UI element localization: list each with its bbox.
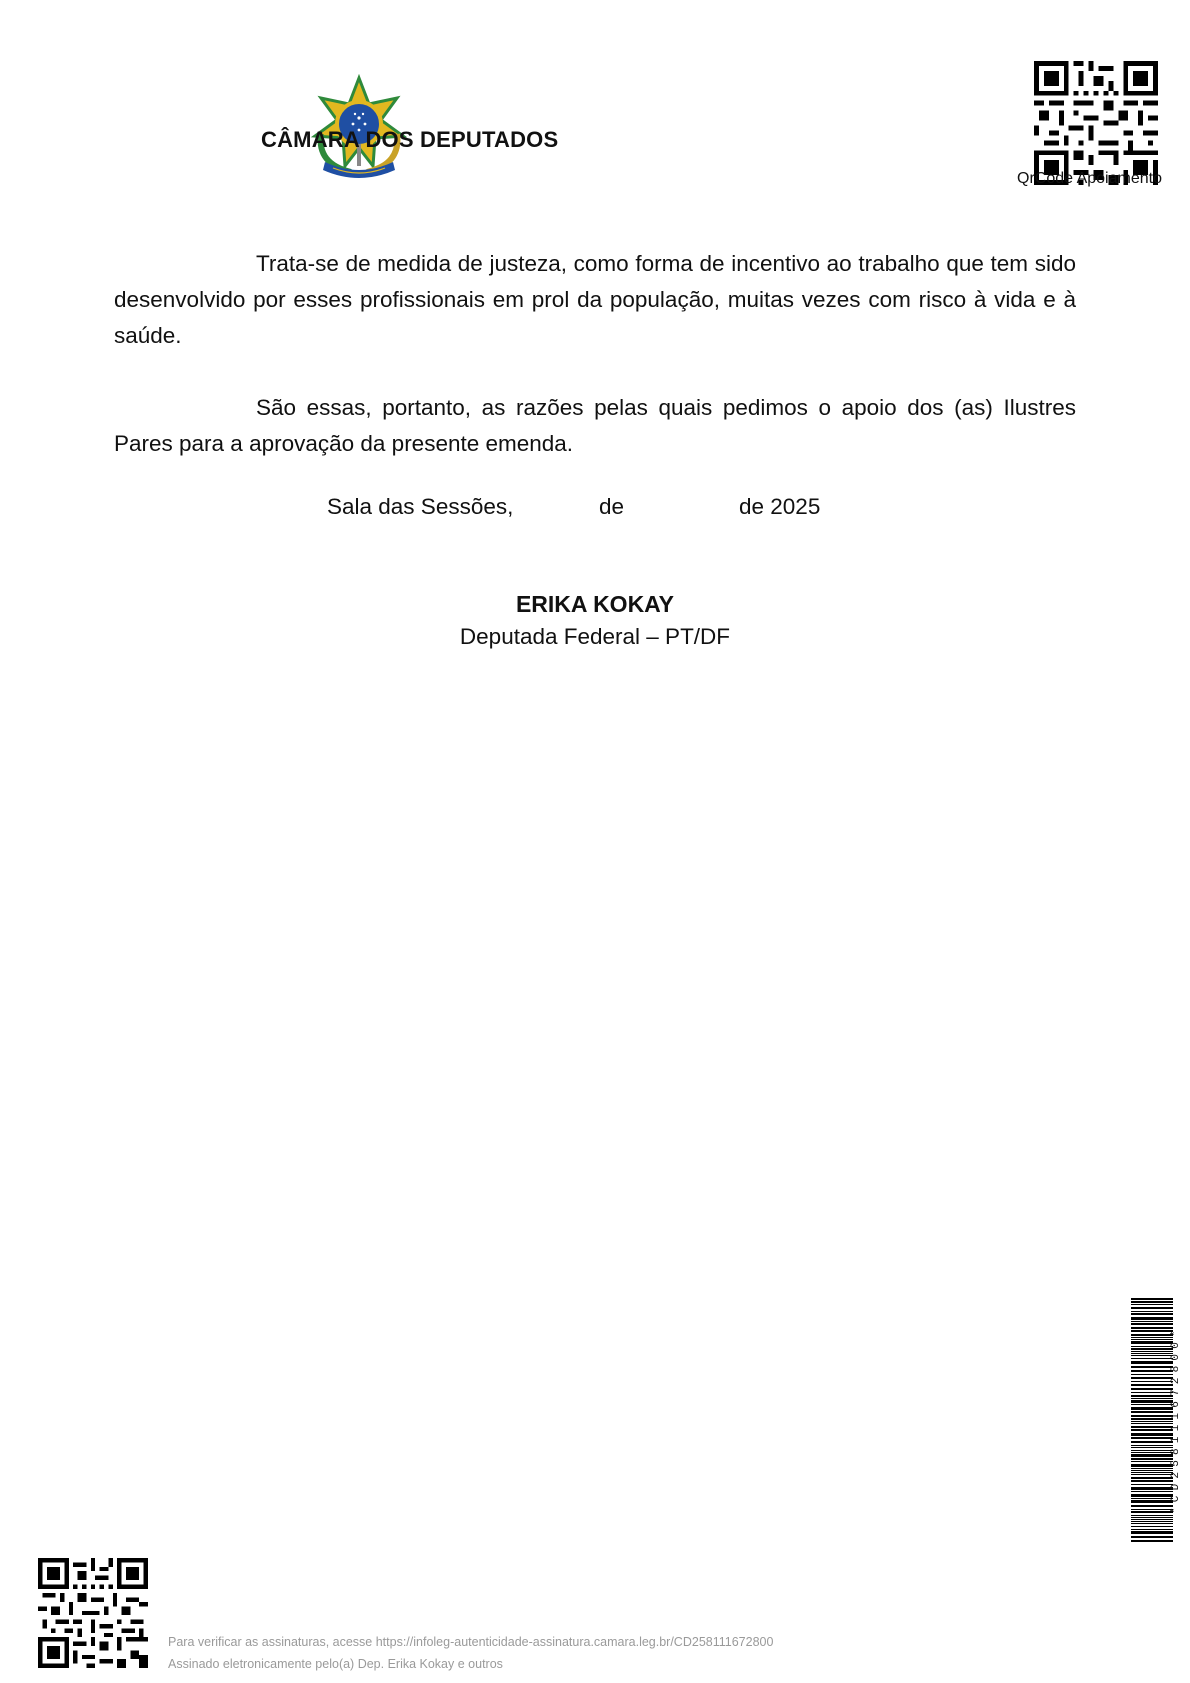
barcode-bar [1131,1415,1173,1417]
barcode-bar [1131,1477,1173,1479]
barcode-bar [1131,1523,1173,1524]
barcode-bar [1131,1366,1173,1368]
footer-signed-text: Assinado eletronicamente pelo(a) Dep. Erika Kokay e outros [168,1657,503,1671]
barcode-bar [1131,1468,1173,1469]
barcode-bar [1131,1304,1173,1305]
barcode-bar [1131,1346,1173,1347]
barcode-bar [1131,1404,1173,1405]
barcode-bar [1131,1480,1173,1482]
barcode-bar [1131,1529,1173,1530]
barcode-bar [1131,1540,1173,1542]
barcode-bar [1131,1433,1173,1436]
barcode-bar [1131,1407,1173,1410]
barcode-bar [1131,1454,1173,1457]
barcode-bar [1131,1487,1173,1490]
barcode-bar [1131,1311,1173,1312]
barcode-bar [1131,1321,1173,1322]
barcode-bar [1131,1494,1173,1497]
barcode-bar [1131,1509,1173,1510]
barcode-bar [1131,1474,1173,1475]
barcode-bar [1131,1411,1173,1413]
qr-code-apoiamento-icon[interactable] [1034,61,1158,185]
barcode-bar [1131,1398,1173,1399]
barcode-bar [1131,1323,1173,1325]
barcode-bar [1131,1491,1173,1492]
barcode-bar [1131,1418,1173,1420]
barcode-bar [1131,1437,1173,1439]
barcode-bar [1131,1461,1173,1462]
document-barcode-icon [1131,1298,1173,1542]
barcode-bar [1131,1388,1173,1390]
barcode-bar [1131,1327,1173,1329]
barcode-bar [1131,1445,1173,1446]
barcode-bar [1131,1351,1173,1352]
barcode-bar [1131,1517,1173,1518]
barcode-bar [1131,1384,1173,1386]
barcode-bar [1131,1307,1173,1309]
barcode-bar [1131,1526,1173,1527]
barcode-bar [1131,1337,1173,1338]
barcode-bar [1131,1317,1173,1320]
barcode-bar [1131,1298,1173,1300]
paragraph-1-text: Trata-se de medida de justeza, como forma de incentivo ao trabalho que tem sido desenvolvido por esses profissionais em prol da população, muitas vezes com risco à vida e à saúde. [114,251,1076,348]
barcode-bar [1131,1423,1173,1424]
paragraph-justification [114,246,1076,354]
barcode-bar [1131,1355,1173,1356]
barcode-bar [1131,1301,1173,1303]
barcode-bar [1131,1377,1173,1379]
barcode-bar [1131,1395,1173,1397]
barcode-bar [1131,1400,1173,1403]
barcode-bar [1131,1381,1173,1382]
barcode-bar [1131,1447,1173,1448]
barcode-bar [1131,1348,1173,1350]
session-year: de 2025 [739,494,821,519]
paragraph-2-text: São essas, portanto, as razões pelas quais pedimos o apoio dos (as) Ilustres Pares para a aprovação da presente emenda. [114,395,1076,456]
barcode-code-text: *CD258111672800* [1170,1325,1182,1515]
barcode-bar [1131,1334,1173,1336]
barcode-bar [1131,1330,1173,1332]
barcode-bar [1131,1531,1173,1534]
barcode-bar [1131,1441,1173,1443]
barcode-bar [1131,1374,1173,1375]
barcode-bar [1131,1515,1173,1516]
institution-title: CÂMARA DOS DEPUTADOS [261,127,559,152]
barcode-bar [1131,1470,1173,1471]
qr-code-verification-icon[interactable] [38,1558,148,1668]
qr-code-caption: QrCode Apoiamento [1017,170,1162,187]
barcode-bar [1131,1500,1173,1503]
barcode-bar [1131,1361,1173,1364]
session-place: Sala das Sessões, [327,494,514,519]
barcode-bar [1131,1484,1173,1485]
barcode-bar [1131,1511,1173,1513]
barcode-bar [1131,1450,1173,1451]
barcode-bar [1131,1421,1173,1422]
paragraph-support-request [114,390,1076,462]
barcode-bar [1131,1458,1173,1460]
barcode-bar [1131,1353,1173,1354]
barcode-bar [1131,1452,1173,1453]
barcode-bar [1131,1392,1173,1393]
barcode-bar [1131,1464,1173,1467]
barcode-bar [1131,1536,1173,1538]
barcode-bar [1131,1519,1173,1520]
barcode-bar [1131,1429,1173,1431]
barcode-bar [1131,1370,1173,1372]
barcode-bar [1131,1426,1173,1428]
barcode-bar [1131,1498,1173,1499]
barcode-bar [1131,1339,1173,1340]
barcode-bar [1131,1505,1173,1507]
barcode-bar [1131,1358,1173,1359]
barcode-bar [1131,1521,1173,1522]
footer-verification-text: Para verificar as assinaturas, acesse https://infoleg-autenticidade-assinatura.camara.leg.br/CD258111672800 [168,1635,774,1649]
barcode-bar [1131,1472,1173,1473]
barcode-bar [1131,1313,1173,1315]
signer-name: ERIKA KOKAY [515,591,675,617]
session-date-de: de [599,494,625,519]
signer-role: Deputada Federal – PT/DF [459,624,731,649]
barcode-bar [1131,1341,1173,1344]
